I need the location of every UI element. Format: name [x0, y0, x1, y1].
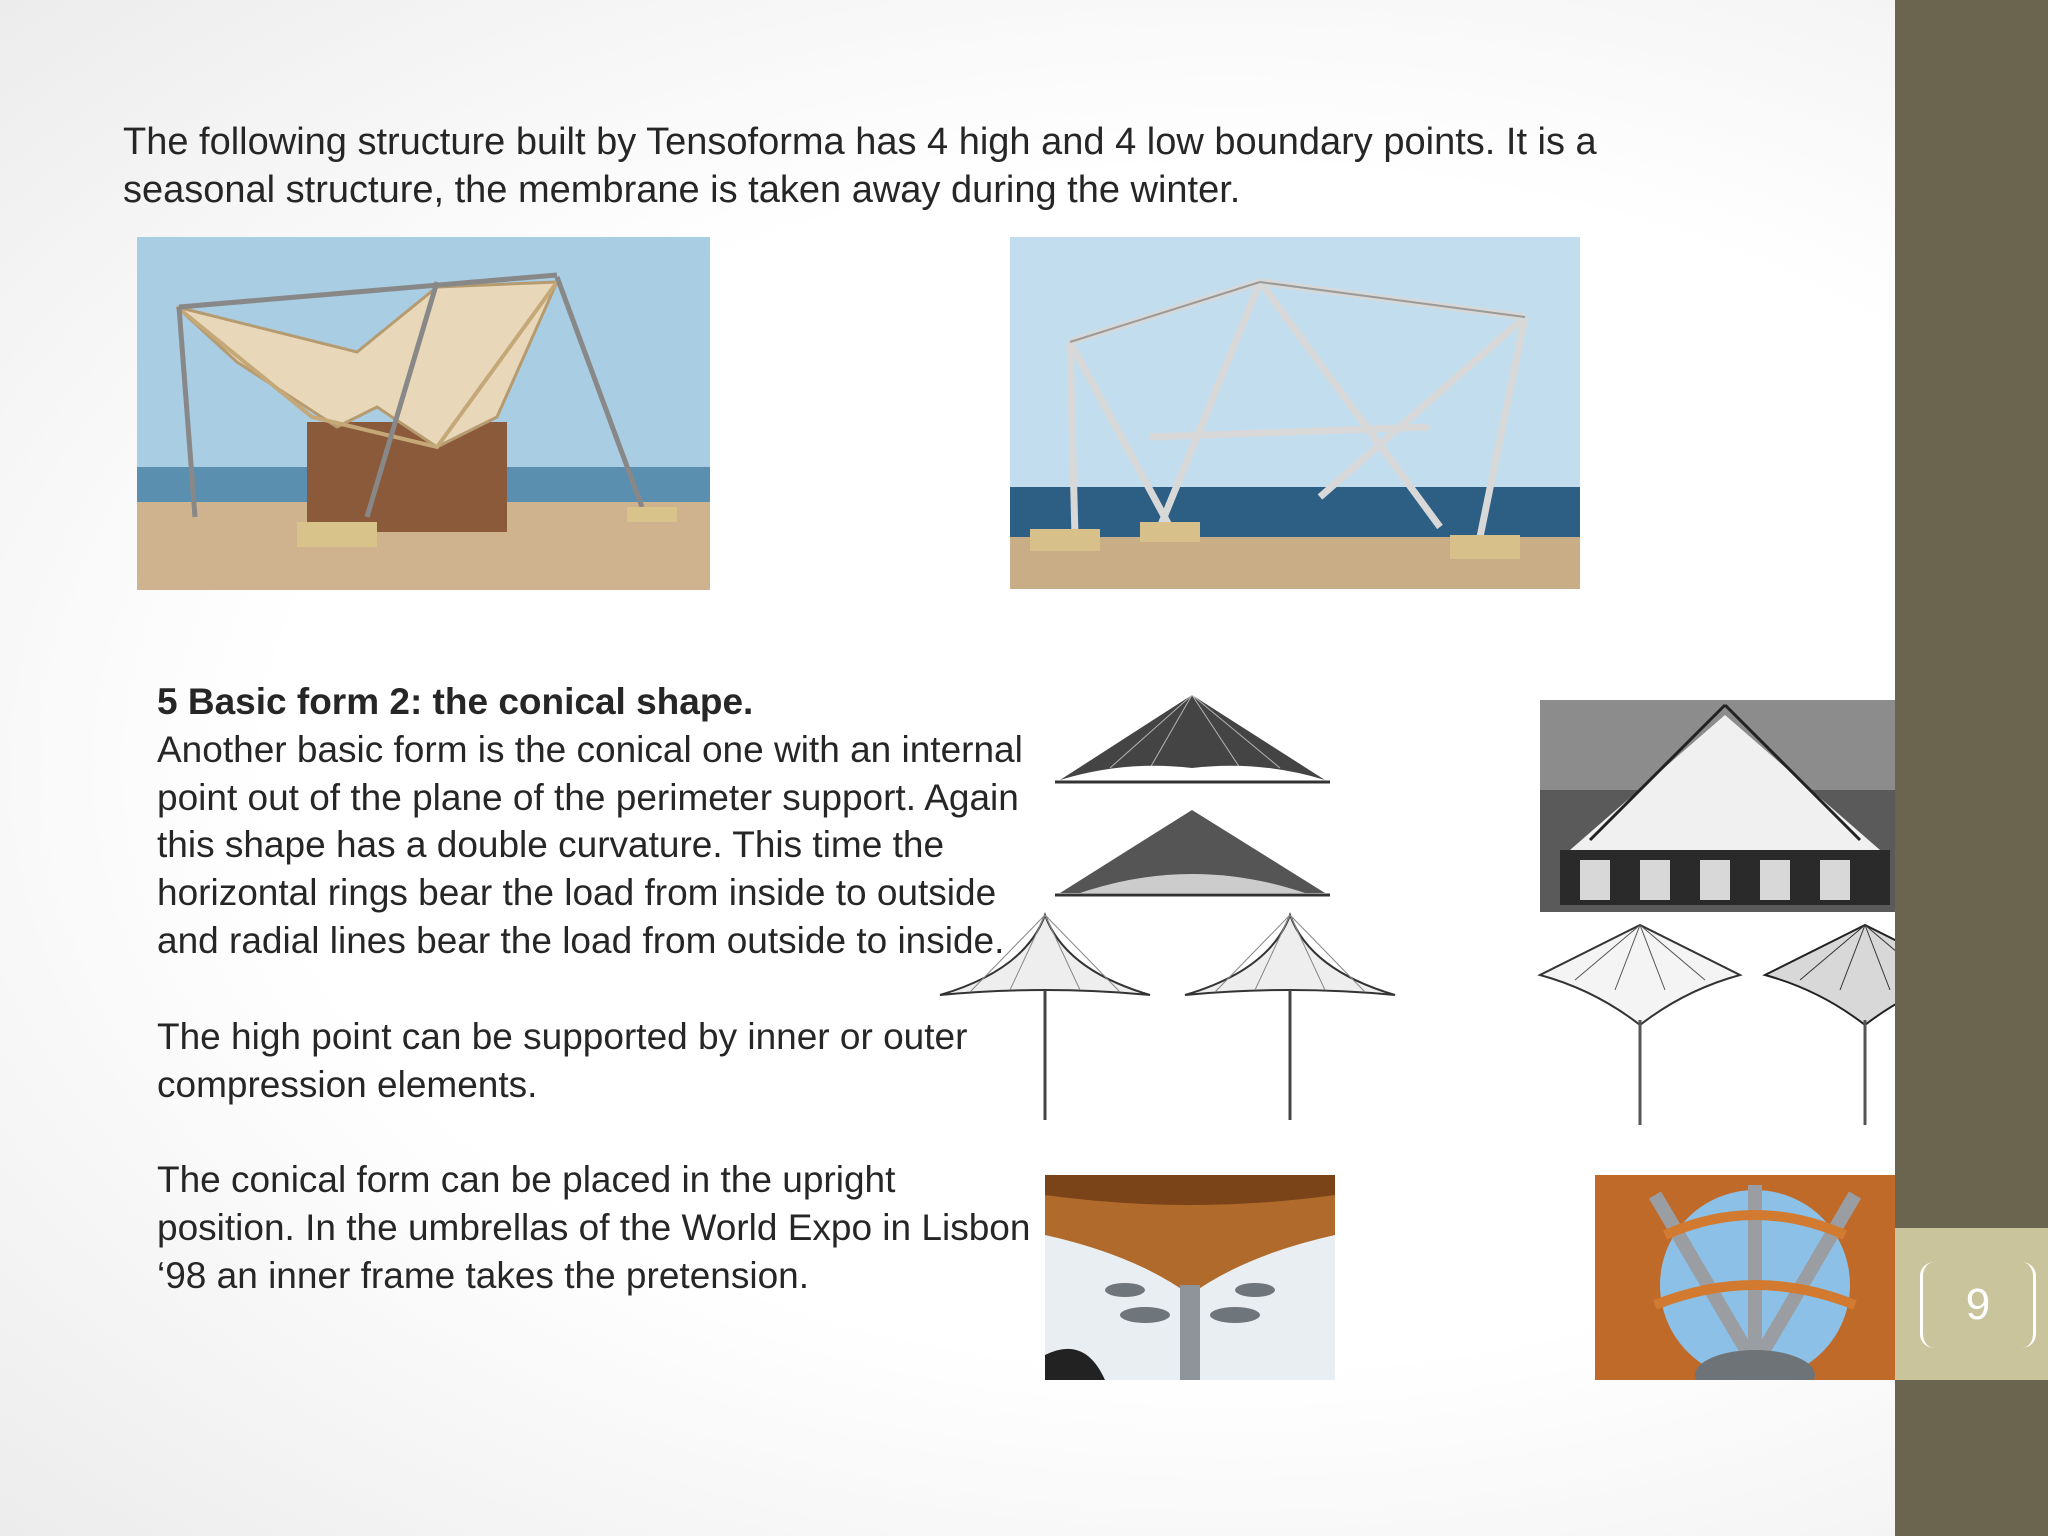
conical-tent-photo — [1540, 700, 1910, 912]
lisbon-umbrella-frame-photo — [1595, 1175, 1913, 1380]
conical-shape-section — [157, 678, 1037, 1300]
lisbon-umbrella-underside-photo — [1045, 1175, 1335, 1380]
cone-sketch-lower — [1050, 805, 1335, 905]
cone-sketch-upper — [1050, 690, 1335, 790]
section-paragraph-3: The conical form can be placed in the upright position. In the umbrellas of the World Expo in Lisbon ‘98 an inner frame takes the pretension. — [157, 1159, 1031, 1296]
section-title: 5 Basic form 2: the conical shape. — [157, 681, 754, 722]
tensoforma-structure-photo — [137, 237, 710, 590]
section-paragraph-2: The high point can be supported by inner or outer compression elements. — [157, 1015, 968, 1105]
umbrella-sketch-left — [930, 910, 1160, 1125]
intro-text: The following structure built by Tensoforma has 4 high and 4 low boundary points. It is a seasonal structure, the membrane is taken away during the winter. — [123, 121, 1597, 211]
frame-without-membrane-photo — [1010, 237, 1580, 589]
inverted-umbrella-sketch-left — [1535, 920, 1745, 1130]
umbrella-sketch-right — [1175, 910, 1405, 1125]
section-paragraph-1: Another basic form is the conical one with an internal point out of the plane of the perimeter support. Again this shape has a double curvature. This time the horizontal rings bear the load from inside to outside and radial lines bear the load from outside to inside. — [157, 728, 1023, 961]
page-number: 9 — [1920, 1262, 2036, 1348]
